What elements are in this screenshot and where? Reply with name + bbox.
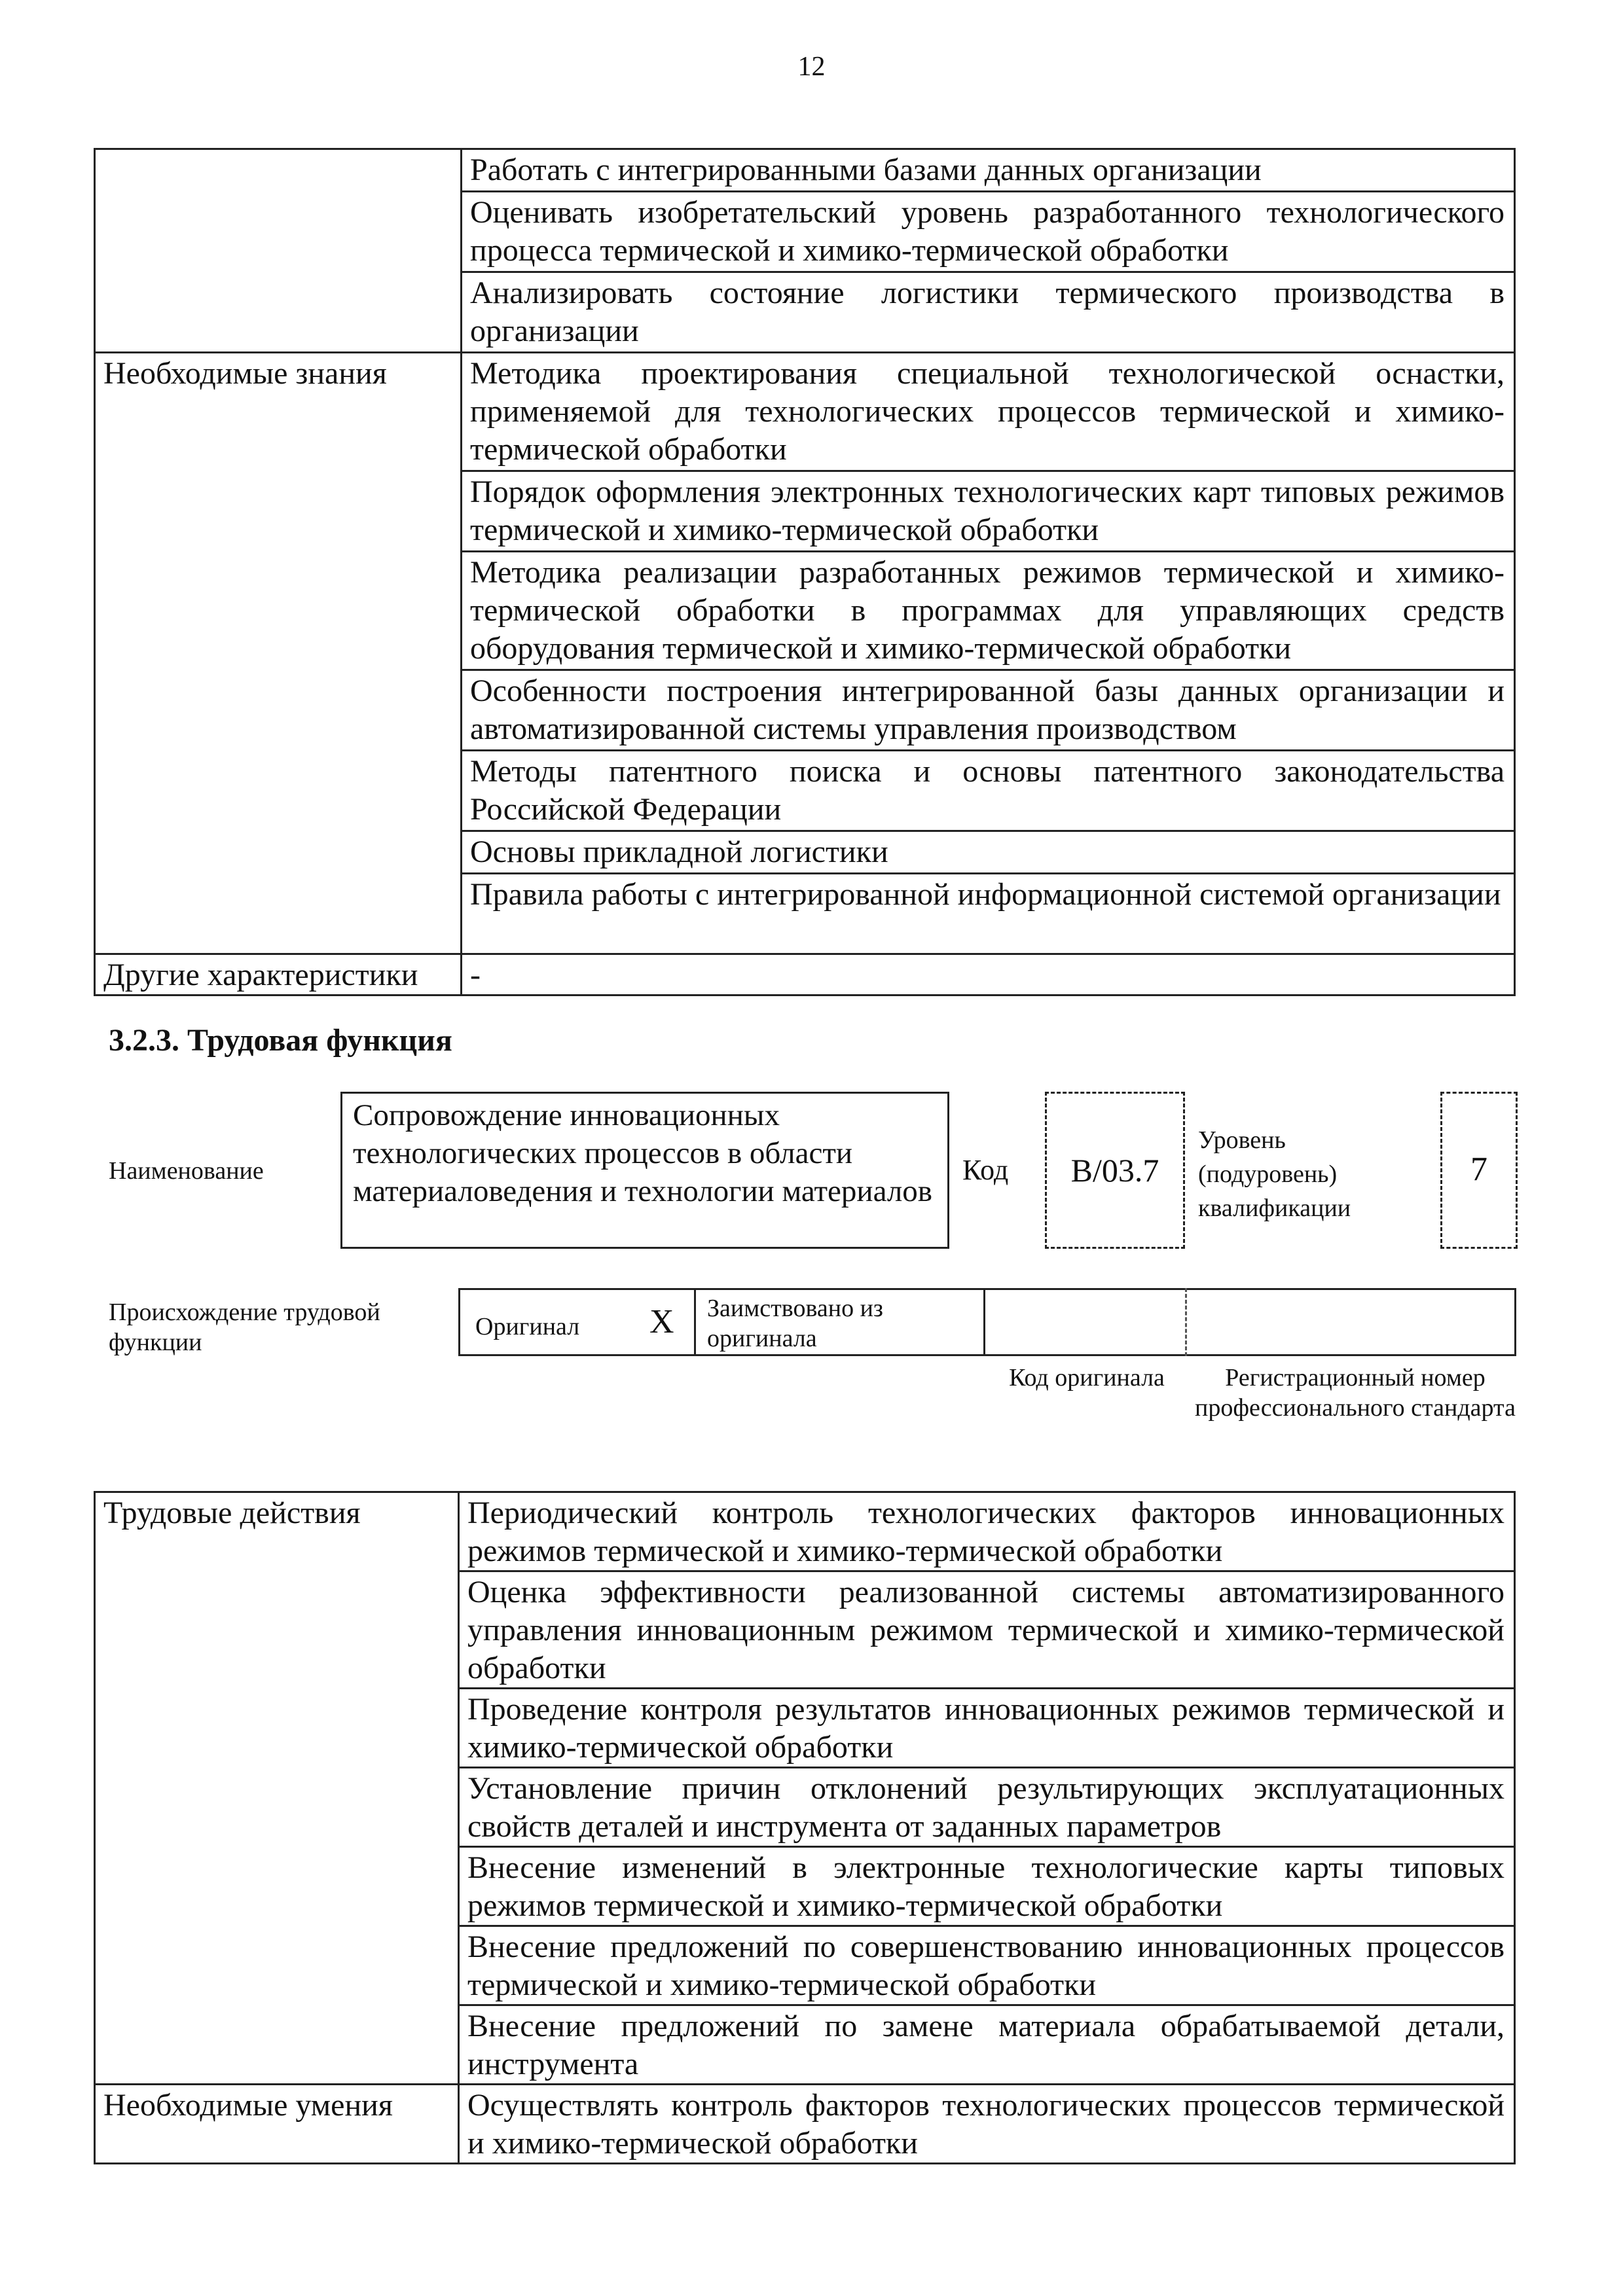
origin-box: [458, 1288, 1516, 1356]
skills-label: Необходимые умения: [95, 2085, 459, 2164]
name-label: Наименование: [109, 1157, 264, 1185]
origin-divider-3: [1185, 1288, 1187, 1356]
action-item: Внесение изменений в электронные технологические карты типовых режимов термической и химико-термической обработки: [459, 1847, 1515, 1926]
knowledge-item: Методика реализации разработанных режимов термической и химико-термической обработки в программах для управляющих средств оборудования термической и химико-термической обработки: [462, 552, 1515, 670]
original-code-caption: Код оригинала: [1009, 1364, 1165, 1391]
page-number: 12: [797, 52, 826, 82]
action-item: Проведение контроля результатов инновационных режимов термической и химико-термической обработки: [459, 1689, 1515, 1768]
original-mark: X: [649, 1303, 674, 1340]
level-label: Уровень (подуровень) квалификации: [1198, 1126, 1351, 1222]
skill-item: Анализировать состояние логистики термического производства в организации: [462, 272, 1515, 353]
skill-item: Оценивать изобретательский уровень разработанного технологического процесса термической и химико-термической обработки: [462, 192, 1515, 272]
origin-label: Происхождение трудовой функции: [109, 1299, 380, 1356]
action-item: Установление причин отклонений результирующих эксплуатационных свойств деталей и инструмента от заданных параметров: [459, 1768, 1515, 1847]
knowledge-item: Особенности построения интегрированной базы данных организации и автоматизированной системы управления производством: [462, 670, 1515, 751]
knowledge-label: Необходимые знания: [95, 353, 462, 954]
skill-item: Работать с интегрированными базами данных организации: [462, 149, 1515, 192]
other-characteristics-label: Другие характеристики: [95, 954, 462, 996]
knowledge-item: Основы прикладной логистики: [462, 831, 1515, 874]
borrowed-label: Заимствовано из оригинала: [707, 1295, 883, 1352]
origin-divider-1: [694, 1288, 696, 1356]
table-row: [95, 149, 1515, 192]
table-row: [95, 954, 1515, 996]
skill-item: Осуществлять контроль факторов технологических процессов термической и химико-термической обработки: [459, 2085, 1515, 2164]
reg-number-caption: Регистрационный номер профессионального стандарта: [1195, 1364, 1516, 1422]
knowledge-item: Порядок оформления электронных технологических карт типовых режимов термической и химико-термической обработки: [462, 471, 1515, 552]
action-item: Периодический контроль технологических факторов инновационных режимов термической и химико-термической обработки: [459, 1492, 1515, 1571]
table-row: [95, 1492, 1515, 1571]
function-name-box: [340, 1092, 949, 1249]
level-value: 7: [1470, 1151, 1487, 1188]
section-heading: 3.2.3. Трудовая функция: [109, 1023, 452, 1058]
bottom-actions-table: [94, 1491, 1516, 2164]
code-label: Код: [962, 1154, 1009, 1186]
function-name-value: Сопровождение инновационных технологических процессов в области материаловедения и технологии материалов: [353, 1098, 932, 1208]
table-row: [95, 2085, 1515, 2164]
code-box: [1045, 1092, 1185, 1249]
knowledge-item: Методы патентного поиска и основы патентного законодательства Российской Федерации: [462, 751, 1515, 831]
origin-divider-2: [983, 1288, 985, 1356]
code-value: B/03.7: [1070, 1152, 1159, 1189]
other-characteristics-value: -: [462, 954, 1515, 996]
level-box: [1440, 1092, 1518, 1249]
action-item: Оценка эффективности реализованной системы автоматизированного управления инновационным режимом термической и химико-термической обработки: [459, 1571, 1515, 1689]
action-item: Внесение предложений по совершенствованию инновационных процессов термической и химико-термической обработки: [459, 1926, 1515, 2005]
original-label: Оригинал: [475, 1313, 580, 1340]
table-row: [95, 353, 1515, 471]
empty-label-cell: [95, 149, 462, 353]
knowledge-item: Правила работы с интегрированной информационной системой организации: [462, 874, 1515, 954]
actions-label: Трудовые действия: [95, 1492, 459, 2085]
action-item: Внесение предложений по замене материала обрабатываемой детали, инструмента: [459, 2005, 1515, 2085]
top-requirements-table: [94, 148, 1516, 996]
knowledge-item: Методика проектирования специальной технологической оснастки, применяемой для технологических процессов термической и химико-термической обработки: [462, 353, 1515, 471]
